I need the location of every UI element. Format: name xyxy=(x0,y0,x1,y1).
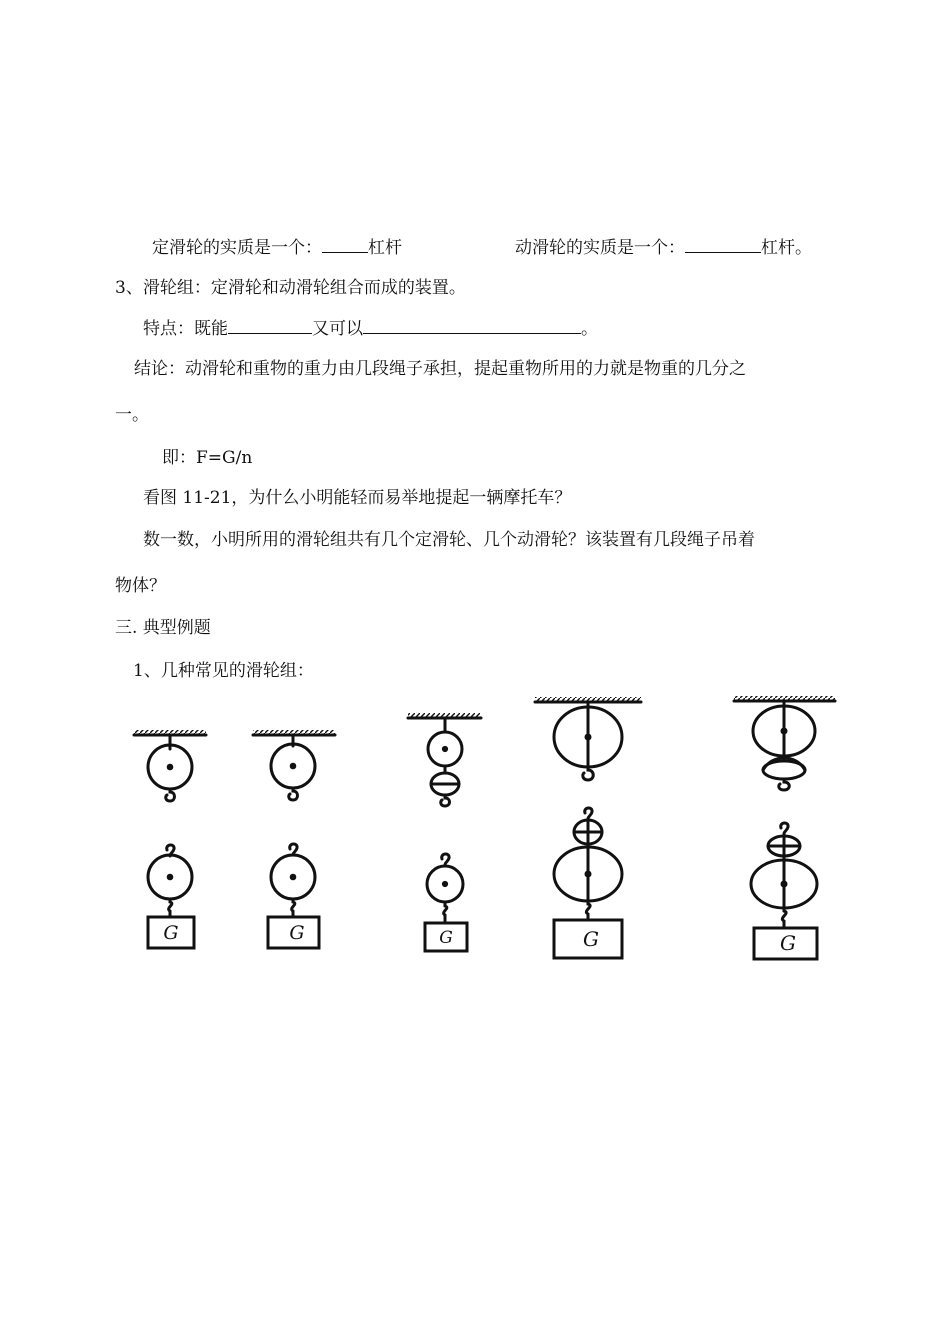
formula: 即：F=G/n xyxy=(162,448,253,468)
fixed-pulley-block-3 xyxy=(408,713,481,806)
fixed-pulley-1 xyxy=(134,730,206,801)
weight-label: G xyxy=(289,922,305,944)
question-1: 看图 11-21，为什么小明能轻而易举地提起一辆摩托车？ xyxy=(143,488,572,508)
features-prefix: 特点：既能 xyxy=(143,319,228,339)
features-blank-1[interactable] xyxy=(228,317,312,334)
movable-pulley-prompt: 动滑轮的实质是一个： xyxy=(515,238,685,258)
weight-label: G xyxy=(583,927,599,951)
fixed-pulley-blank[interactable] xyxy=(322,236,368,253)
weight-label: G xyxy=(163,922,179,944)
movable-pulley-essence-line xyxy=(515,236,812,259)
conclusion-line-2: 一。 xyxy=(115,405,149,425)
question-2-line-1: 数一数，小明所用的滑轮组共有几个定滑轮、几个动滑轮？该装置有几段绳子吊着 xyxy=(143,530,755,550)
fixed-pulley-2 xyxy=(253,730,335,800)
fixed-pulley-4 xyxy=(535,697,641,780)
features-suffix: 。 xyxy=(581,319,598,339)
weight-label: G xyxy=(439,928,453,948)
movable-pulley-blank[interactable] xyxy=(685,236,761,253)
conclusion-line-1: 结论：动滑轮和重物的重力由几段绳子承担，提起重物所用的力就是物重的几分之 xyxy=(134,359,746,379)
movable-pulley-suffix: 杠杆。 xyxy=(761,238,812,258)
pulley-figures xyxy=(110,688,850,978)
pulley-block-heading: 3、滑轮组：定滑轮和动滑轮组合而成的装置。 xyxy=(115,278,466,298)
fixed-pulley-prompt: 定滑轮的实质是一个： xyxy=(152,238,322,258)
features-blank-2[interactable] xyxy=(363,317,581,334)
question-2-line-2: 物体？ xyxy=(115,576,166,596)
features-line xyxy=(143,317,598,340)
fixed-pulley-suffix: 杠杆 xyxy=(368,238,402,258)
fixed-pulley-essence-line xyxy=(152,236,402,259)
features-middle: 又可以 xyxy=(312,319,363,339)
weight-label: G xyxy=(780,931,796,955)
fixed-pulley-block-5 xyxy=(734,696,835,790)
section-3-heading: 三. 典型例题 xyxy=(115,618,211,638)
example-1-heading: 1、几种常见的滑轮组： xyxy=(133,661,314,681)
